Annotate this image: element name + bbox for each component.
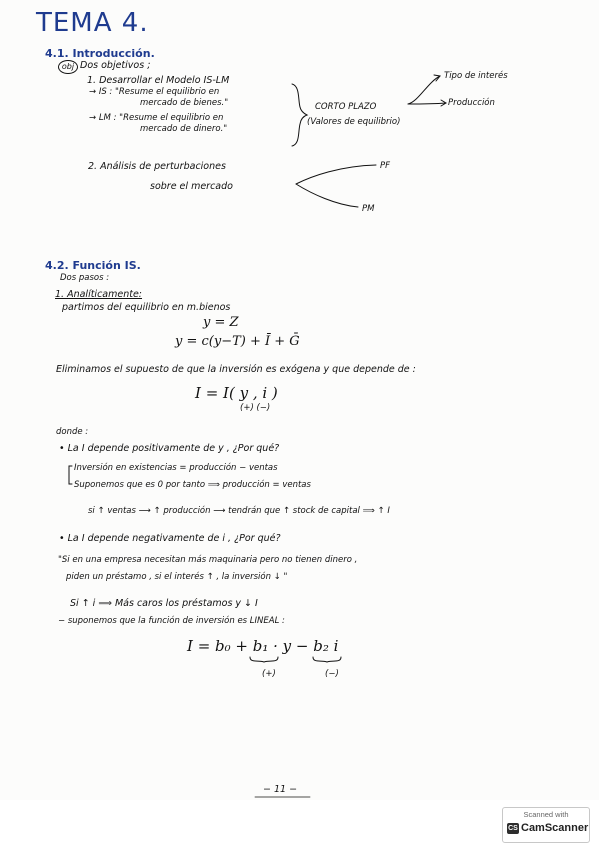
equation-goods-market: y = c(y−T) + Ī + Ḡ: [175, 334, 300, 349]
brace-is-lm: [292, 84, 307, 146]
equation-investment: I = I( y , i ): [195, 384, 278, 402]
ventas-chain: si ↑ ventas ⟶ ↑ producción ⟶ tendrán que ↑ stock de capital ⟹ ↑ I: [88, 506, 390, 516]
quote-line1: "Si en una empresa necesitan más maquinaria pero no tienen dinero ,: [58, 555, 358, 565]
objective-2-line1: 2. Análisis de perturbaciones: [88, 161, 226, 172]
obj-marker: obj: [58, 60, 78, 74]
quote-line2: piden un préstamo , si el interés ↑ , la inversión ↓ ": [66, 572, 288, 582]
sign-b2: (−): [325, 669, 339, 679]
underbrace-b2: [313, 657, 341, 662]
camscanner-brand: CamScanner: [521, 822, 589, 834]
objective-1: 1. Desarrollar el Modelo IS-LM: [87, 75, 230, 86]
objective-2-line2: sobre el mercado: [150, 181, 233, 192]
tipo-interes-label: Tipo de interés: [444, 71, 508, 81]
equation-linear-investment: I = b₀ + b₁ · y − b₂ i: [187, 637, 339, 655]
bullet-negative-i: • La I depende negativamente de i , ¿Por qué?: [59, 533, 281, 544]
bullet-positive-y: • La I depende positivamente de y , ¿Por qué?: [59, 443, 280, 454]
is-description-line1: → IS : "Resume el equilibrio en: [89, 87, 220, 97]
inversion-existencias: Inversión en existencias = producción − ventas: [74, 463, 278, 473]
valores-equilibrio-label: (Valores de equilibrio): [307, 117, 401, 127]
corto-plazo-label: CORTO PLAZO: [315, 102, 377, 112]
dos-pasos-label: Dos pasos :: [60, 273, 110, 283]
lm-description-line1: → LM : "Resume el equilibrio en: [89, 113, 224, 123]
section-heading-4-1: 4.1. Introducción.: [45, 47, 155, 60]
is-description-line2: mercado de bienes.": [140, 98, 229, 108]
lm-description-line2: mercado de dinero.": [140, 124, 228, 134]
arrow-to-tipo-interes: [408, 76, 440, 104]
investment-signs: (+) (−): [240, 403, 271, 413]
funcion-lineal-text: − suponemos que la función de inversión es LINEAL :: [58, 616, 285, 626]
analiticamente-label: 1. Analíticamente:: [55, 289, 143, 300]
fork-pf: [296, 165, 376, 184]
section-heading-4-2: 4.2. Función IS.: [45, 259, 141, 272]
eliminamos-text: Eliminamos el supuesto de que la inversión es exógena y que depende de :: [56, 364, 416, 375]
objectives-label: Dos objetivos ;: [80, 60, 151, 71]
produccion-label: Producción: [448, 98, 495, 108]
pf-label: PF: [380, 161, 391, 171]
underbrace-b1: [250, 657, 278, 662]
page-title: TEMA 4.: [36, 8, 149, 38]
partimos-text: partimos del equilibrio en m.bienos: [62, 302, 231, 313]
fork-pm: [296, 184, 358, 207]
arrow-to-produccion: [408, 103, 446, 104]
si-i-sube: Si ↑ i ⟹ Más caros los préstamos y ↓ I: [70, 598, 258, 609]
page-number: − 11 −: [263, 784, 298, 795]
scanned-with-text: Scanned with: [523, 810, 569, 819]
camscanner-icon: CS: [508, 825, 518, 832]
suponemos-cero: Suponemos que es 0 por tanto ⟹ producción = ventas: [74, 480, 311, 490]
sign-b1: (+): [262, 669, 276, 679]
bracket-existencias: [69, 466, 72, 484]
pm-label: PM: [362, 204, 375, 214]
camscanner-badge: [502, 807, 590, 843]
equation-y-z: y = Z: [203, 315, 239, 330]
donde-label: donde :: [56, 427, 89, 437]
